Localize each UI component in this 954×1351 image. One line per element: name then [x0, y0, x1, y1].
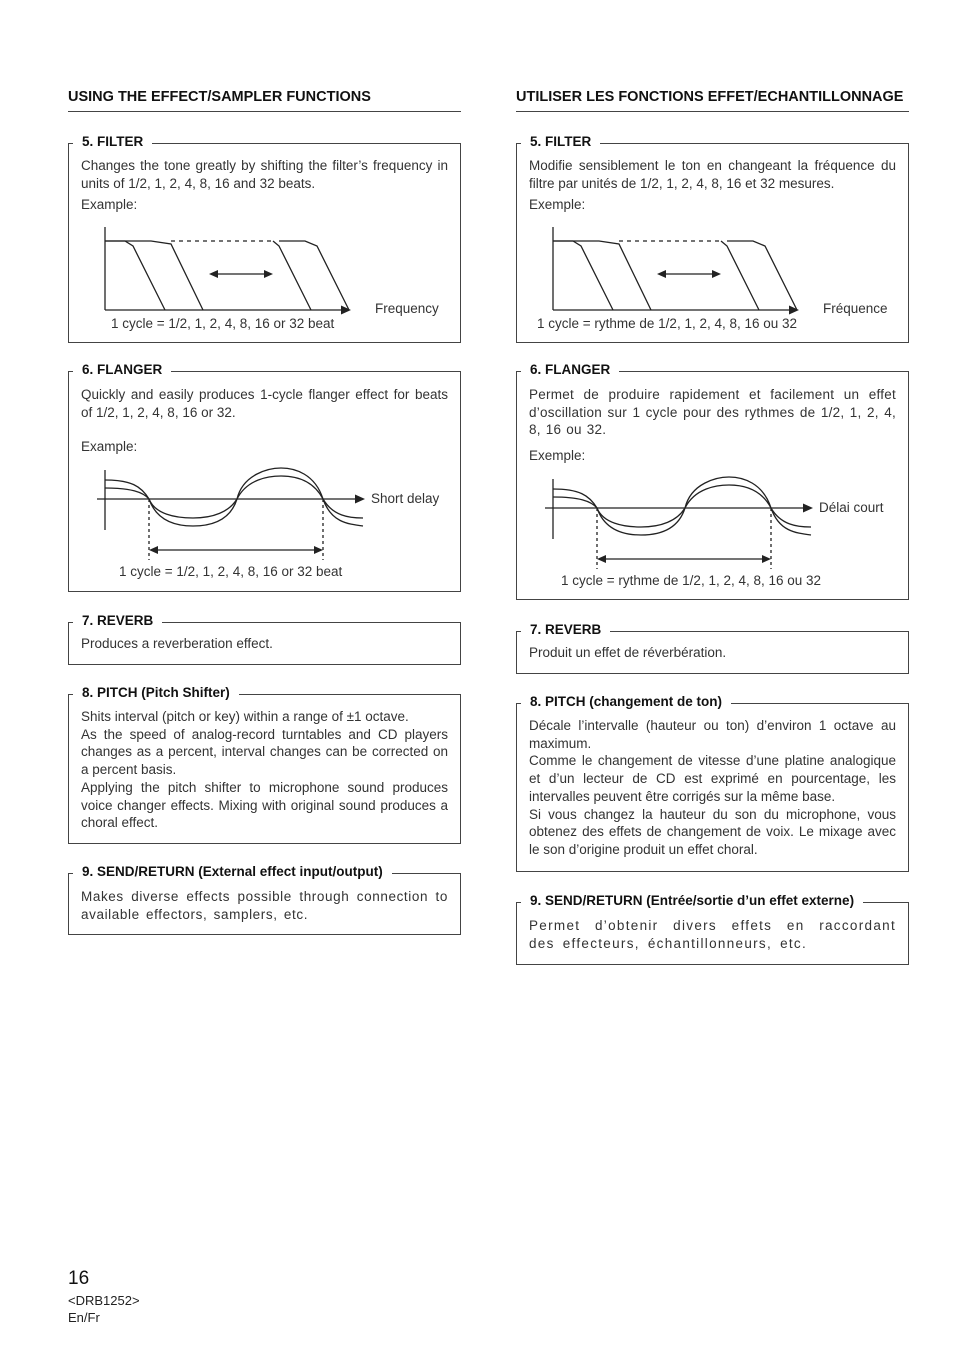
flanger-description	[529, 386, 896, 465]
send-return-text: Permet d’obtenir divers effets en raccordant des effecteurs, échantillonneurs, etc.	[529, 918, 896, 951]
flanger-title: 6. FLANGER	[521, 362, 619, 377]
reverb-box	[68, 613, 461, 665]
filter-box	[516, 134, 909, 343]
flanger-box	[516, 362, 909, 600]
send-return-title: 9. SEND/RETURN (Entrée/sortie d’un effet externe)	[521, 893, 863, 908]
filter-title: 5. FILTER	[73, 134, 152, 149]
filter-diagram	[517, 219, 908, 339]
flanger-wave-1	[553, 477, 811, 535]
flanger-text: Quickly and easily produces 1-cycle flanger effect for beats of 1/2, 1, 2, 4, 8, 16 or 32.	[81, 387, 448, 420]
send-return-box	[516, 893, 909, 965]
pitch-text-1: Décale l’intervalle (hauteur ou ton) d’environ 1 octave au maximum.	[529, 718, 896, 751]
reverb-text: Produces a reverberation effect.	[81, 636, 273, 651]
flanger-diagram	[69, 462, 460, 587]
filter-description	[81, 157, 448, 214]
language-code: En/Fr	[68, 1310, 100, 1325]
filter-diagram	[69, 219, 460, 339]
flanger-cycle-arrowhead-left	[597, 555, 606, 563]
filter-text: Changes the tone greatly by shifting the filter’s frequency in units of 1/2, 1, 2, 4, 8, 16 and 32 beats.	[81, 158, 448, 191]
filter-curve-4	[279, 241, 349, 310]
filter-axis-arrowhead	[341, 306, 351, 315]
pitch-box	[516, 694, 909, 872]
filter-title: 5. FILTER	[521, 134, 600, 149]
flanger-description	[81, 386, 448, 456]
send-return-description	[81, 888, 448, 923]
flanger-example-label: Exemple:	[529, 448, 586, 464]
flanger-axis-label: Délai court	[819, 500, 884, 515]
flanger-wave-2	[553, 485, 811, 527]
filter-shift-arrowhead-right	[264, 270, 273, 278]
send-return-box	[68, 864, 461, 935]
filter-curve-3	[721, 241, 759, 310]
flanger-example-label: Example:	[81, 439, 138, 455]
reverb-text: Produit un effet de réverbération.	[529, 645, 727, 660]
flanger-cycle-arrowhead-left	[149, 546, 158, 554]
flanger-diagram	[517, 471, 908, 596]
filter-axis-label: Frequency	[375, 301, 439, 316]
filter-curve-3	[273, 241, 311, 310]
pitch-text-3: Si vous changez la hauteur du son du microphone, vous obtenez des effets de changement de voix. Le mixage avec le son d’origine produit un effet choral.	[529, 806, 896, 857]
filter-curve-1	[553, 241, 613, 310]
pitch-description	[529, 717, 896, 859]
pitch-text-3: Applying the pitch shifter to microphone sound produces voice changer effects. Mixing with original sound produces a choral effect.	[81, 779, 448, 831]
flanger-cycle-label: 1 cycle = rythme de 1/2, 1, 2, 4, 8, 16 ou 32	[561, 573, 822, 588]
section-heading: USING THE EFFECT/SAMPLER FUNCTIONS	[68, 89, 461, 112]
pitch-box	[68, 685, 461, 844]
filter-box	[68, 134, 461, 343]
flanger-wave-2	[105, 476, 363, 518]
flanger-axis-label: Short delay	[371, 491, 440, 506]
filter-cycle-label: 1 cycle = rythme de 1/2, 1, 2, 4, 8, 16 ou 32	[537, 316, 798, 331]
reverb-box	[516, 622, 909, 674]
filter-example-label: Exemple:	[529, 197, 586, 213]
flanger-cycle-arrowhead-right	[762, 555, 771, 563]
pitch-title: 8. PITCH (changement de ton)	[521, 694, 731, 709]
filter-curve-2	[553, 241, 651, 310]
pitch-text-1: Shits interval (pitch or key) within a range of ±1 octave.	[81, 709, 409, 724]
document-code: <DRB1252>	[68, 1293, 140, 1308]
flanger-axis-arrowhead	[355, 495, 365, 504]
reverb-title: 7. REVERB	[73, 613, 162, 628]
reverb-description	[529, 644, 896, 662]
filter-curve-1	[105, 241, 165, 310]
section-heading: UTILISER LES FONCTIONS EFFET/ECHANTILLONNAGE	[516, 89, 909, 112]
filter-axis-arrowhead	[789, 306, 799, 315]
flanger-axis-arrowhead	[803, 504, 813, 513]
pitch-title: 8. PITCH (Pitch Shifter)	[73, 685, 239, 700]
pitch-text-2: Comme le changement de vitesse d’une platine analogique et d’un lecteur de CD est exprimé en pourcentage, les intervalles peuvent être corrigés sur la même base.	[529, 753, 896, 804]
filter-shift-arrowhead-left	[657, 270, 666, 278]
reverb-description	[81, 635, 448, 653]
pitch-description	[81, 708, 448, 832]
flanger-text: Permet de produire rapidement et facilement un effet d’oscillation sur 1 cycle pour des rythmes de 1/2, 1, 2, 4, 8, 16 ou 32.	[529, 387, 896, 438]
flanger-cycle-label: 1 cycle = 1/2, 1, 2, 4, 8, 16 or 32 beat	[119, 564, 343, 579]
flanger-box	[68, 362, 461, 592]
filter-description	[529, 157, 896, 214]
filter-shift-arrowhead-right	[712, 270, 721, 278]
filter-curve-4	[727, 241, 797, 310]
reverb-title: 7. REVERB	[521, 622, 610, 637]
flanger-title: 6. FLANGER	[73, 362, 171, 377]
filter-curve-2	[105, 241, 203, 310]
filter-axis-label: Fréquence	[823, 301, 888, 316]
filter-cycle-label: 1 cycle = 1/2, 1, 2, 4, 8, 16 or 32 beat	[111, 316, 335, 331]
send-return-text: Makes diverse effects possible through connection to available effectors, samplers, etc.	[81, 889, 448, 922]
filter-shift-arrowhead-left	[209, 270, 218, 278]
filter-example-label: Example:	[81, 197, 138, 213]
filter-text: Modifie sensiblement le ton en changeant la fréquence du filtre par unités de 1/2, 1, 2, 4, 8, 16 et 32 mesures.	[529, 158, 896, 191]
send-return-description	[529, 917, 896, 952]
pitch-text-2: As the speed of analog-record turntables and CD players changes as a percent, interval changes can be corrected on a percent basis.	[81, 726, 448, 778]
page-number: 16	[68, 1268, 90, 1289]
flanger-cycle-arrowhead-right	[314, 546, 323, 554]
send-return-title: 9. SEND/RETURN (External effect input/output)	[73, 864, 392, 879]
flanger-wave-1	[105, 468, 363, 526]
